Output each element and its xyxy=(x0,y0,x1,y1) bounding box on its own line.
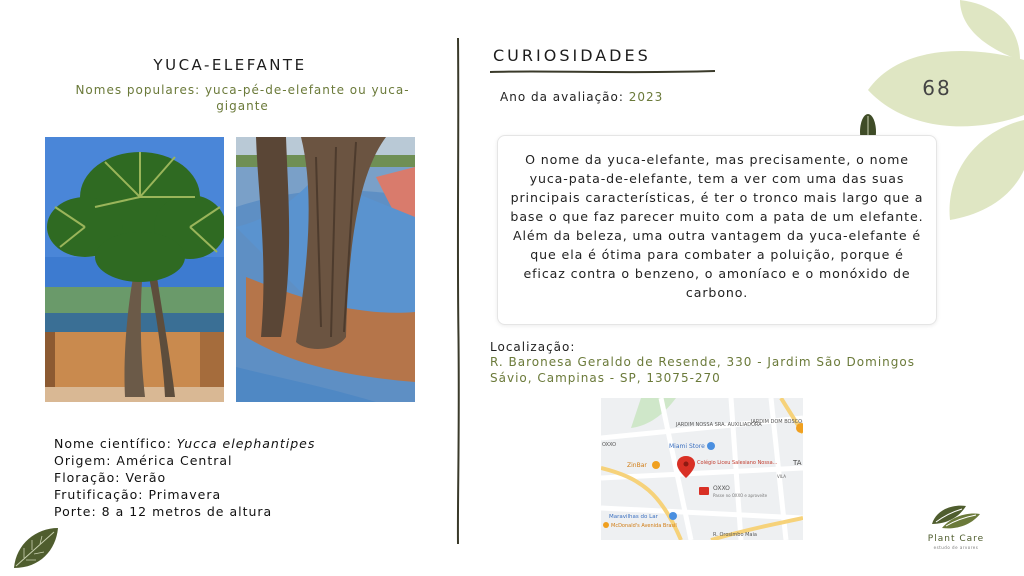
map-label-mcdonalds: McDonald's Avenida Brasil xyxy=(611,523,677,529)
location-map[interactable] xyxy=(601,398,803,540)
leaf-shape xyxy=(950,120,1024,220)
curiosidades-title: CURIOSIDADES xyxy=(493,46,651,65)
vertical-divider xyxy=(455,38,461,544)
curiosidades-text: O nome da yuca-elefante, mas precisamente, o nome yuca-pata-de-elefante, tem a ver com uma das suas principais características, é ter o tronco mais largo que a base o que faz parecer muito com a pata de um elefante. Além da beleza, uma outra vantagem da yuca-elefante é que ela é ótima para combater a poluição, porque é eficaz contra o benzeno, o amoníaco e o monóxido de carbono. xyxy=(510,152,924,300)
brand-tagline: estudo de arvores xyxy=(933,545,979,550)
title-underline xyxy=(490,68,715,76)
map-label-oxxo-left: OXXO xyxy=(602,442,617,448)
map-label-jardim-dom: JARDIM DOM BOSCO xyxy=(751,419,803,425)
plant-photo-tree xyxy=(45,137,224,402)
brand-name: Plant Care xyxy=(927,534,985,544)
map-label-zinbar: ZinBar xyxy=(627,462,647,469)
map-label-miami: Miami Store xyxy=(669,443,705,450)
curiosidades-box xyxy=(497,135,937,325)
map-label-ta: TA xyxy=(793,459,802,467)
map-label-colegio: Colégio Liceu Salesiano Nossa... xyxy=(697,460,778,466)
fruiting: Frutificação: Primavera xyxy=(54,487,222,502)
map-label-oxxo: OXXO xyxy=(713,485,730,492)
map-label-rua: R. Orosimbo Maia xyxy=(713,532,757,538)
origin: Origem: América Central xyxy=(54,453,233,468)
plant-title: YUCA-ELEFANTE xyxy=(153,56,307,74)
year-label: Ano da avaliação: xyxy=(500,90,629,104)
location-label: Localização: xyxy=(490,340,576,354)
location-address: R. Baronesa Geraldo de Resende, 330 - Jardim São Domingos Sávio, Campinas - SP, 13075-270 xyxy=(490,355,915,385)
popular-names: Nomes populares: yuca-pé-de-elefante ou yuca-gigante xyxy=(75,83,410,113)
plant-photo-trunk xyxy=(236,137,415,402)
size: Porte: 8 a 12 metros de altura xyxy=(54,504,273,519)
corner-leaf-icon xyxy=(10,524,62,572)
page-number: 68 xyxy=(922,76,952,100)
map-label-oxxo-sub: Passe no OXXO e aproveite xyxy=(713,493,768,498)
map-label-vila: VILA xyxy=(777,474,786,479)
scientific-name-value: Yucca elephantipes xyxy=(176,436,316,451)
scientific-name xyxy=(54,435,315,452)
evaluation-year xyxy=(500,90,663,104)
map-store-icon xyxy=(699,487,709,495)
leaf-shape xyxy=(960,0,1020,60)
scientific-name-label: Nome científico: xyxy=(54,436,177,451)
map-label-maravilhas: Maravilhas do Lar xyxy=(609,514,658,520)
plant-info xyxy=(54,435,315,520)
plant-care-logo-icon xyxy=(930,502,982,532)
map-label-jardim-nossa: JARDIM NOSSA SRA. AUXILIADORA xyxy=(676,422,762,428)
year-value: 2023 xyxy=(628,90,664,104)
flowering: Floração: Verão xyxy=(54,470,167,485)
